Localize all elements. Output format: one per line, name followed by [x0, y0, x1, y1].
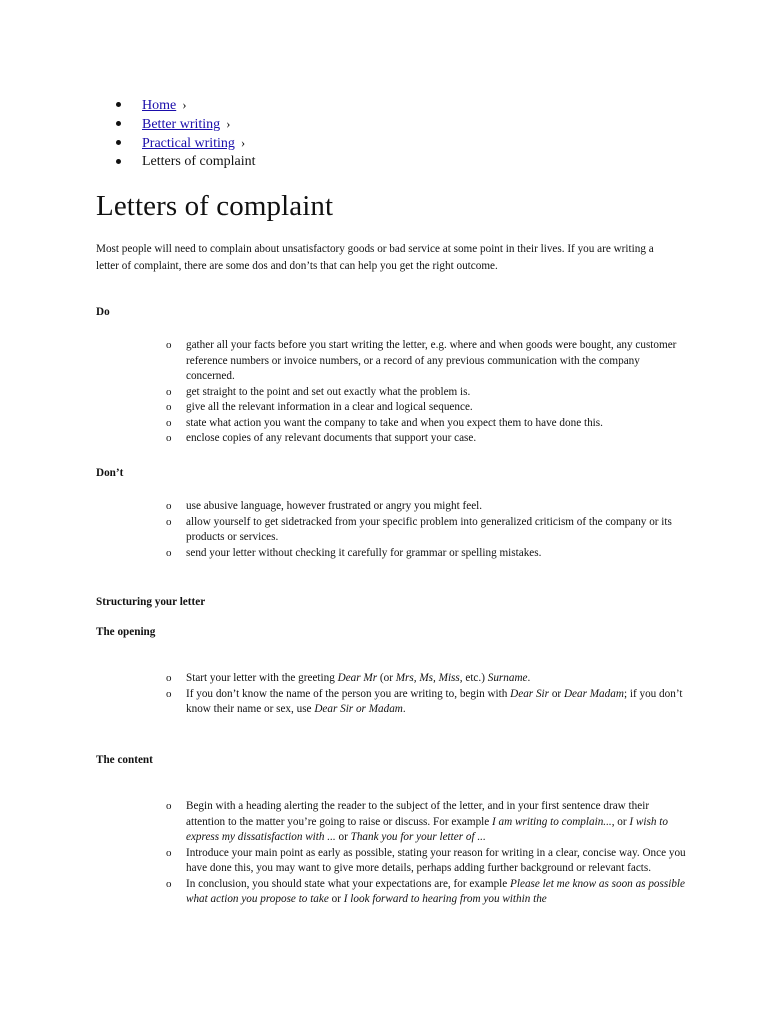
text-run-italic: Thank you for your letter of ... [350, 831, 486, 843]
content-list [186, 799, 686, 908]
opening-list [186, 671, 686, 718]
list-item: o gather all your facts before you start writing the letter, e.g. where and when goods were bought, any customer reference numbers or invoice numbers, or a record of any previous communication with the company concerned. [186, 338, 686, 385]
text-run: . [527, 672, 531, 684]
list-item: o allow yourself to get sidetracked from your specific problem into generalized criticism of the company or its products or services. [186, 515, 686, 546]
text-run: or [335, 831, 351, 843]
breadcrumb-separator: › [240, 135, 246, 150]
dont-list [186, 499, 686, 561]
content-heading: The content [96, 754, 153, 766]
text-run: If you don’t know the name of the person you are writing to, begin with [186, 687, 511, 700]
text-run-italic: Dear Sir [510, 687, 550, 700]
breadcrumb-link-better-writing[interactable]: Better writing [142, 117, 221, 132]
text-run-italic: Dear Mr [337, 672, 378, 684]
text-run-italic: Please let me know as soon as possible what action you propose to take [186, 877, 685, 905]
structuring-heading: Structuring your letter [96, 596, 206, 608]
text-run-italic: I am writing to complain... [492, 815, 612, 828]
text-run: (or [377, 672, 396, 684]
list-item: o use abusive language, however frustrated or angry you might feel. [186, 499, 686, 515]
breadcrumb-link-practical-writing[interactable]: Practical writing [142, 136, 235, 151]
dont-heading: Don’t [96, 467, 124, 479]
list-item: o get straight to the point and set out exactly what the problem is. [186, 385, 686, 401]
list-item: o state what action you want the company to take and when you expect them to have done this. [186, 416, 686, 432]
list-item [186, 687, 686, 718]
text-run: or [549, 687, 564, 700]
list-item [186, 877, 686, 908]
intro-paragraph: Most people will need to complain about unsatisfactory goods or bad service at some point in their lives. If you are writing a letter of complaint, there are some dos and don’ts that can help you get the right outcome. [96, 243, 654, 272]
opening-heading: The opening [96, 626, 156, 638]
text-run: ; if you don’t know their name or sex, use [186, 687, 683, 715]
breadcrumb-current-label: Letters of complaint [142, 154, 256, 169]
text-run-italic: Mrs, Ms, Miss, [395, 672, 463, 684]
breadcrumb-link-home[interactable]: Home [142, 98, 177, 113]
do-heading: Do [96, 306, 110, 318]
list-item: o Introduce your main point as early as possible, stating your reason for writing in a clear, concise way. Once you have done this, you may want to give more details, perhaps adding further background or relevant facts. [186, 846, 686, 877]
text-run-italic: I look forward to hearing from you within the [343, 893, 547, 905]
list-item: o give all the relevant information in a clear and logical sequence. [186, 400, 686, 416]
text-run: etc.) [462, 672, 488, 684]
list-item [186, 671, 686, 687]
text-run-italic: I wish to express my dissatisfaction with ... [186, 815, 668, 843]
list-item: o send your letter without checking it carefully for grammar or spelling mistakes. [186, 546, 686, 562]
text-run-italic: Dear Madam [563, 687, 624, 700]
text-run: In conclusion, you should state what your expectations are, for example [186, 877, 511, 890]
text-run: , or [611, 815, 630, 828]
breadcrumb-separator: › [226, 116, 231, 131]
list-item [186, 799, 686, 846]
text-run: or [328, 893, 344, 905]
text-run: . [402, 703, 406, 715]
list-item: o enclose copies of any relevant documents that support your case. [186, 431, 686, 447]
breadcrumb-separator: › [182, 97, 187, 112]
do-list [186, 338, 686, 447]
text-run-italic: Surname [487, 672, 528, 684]
text-run-italic: Dear Sir or Madam [314, 703, 403, 715]
text-run: Start your letter with the greeting [186, 672, 338, 684]
page-title: Letters of complaint [96, 190, 334, 222]
text-run: Begin with a heading alerting the reader to the subject of the letter, and in your first sentence draw their attention to the matter you’re going to raise or discuss. For example [186, 800, 650, 828]
